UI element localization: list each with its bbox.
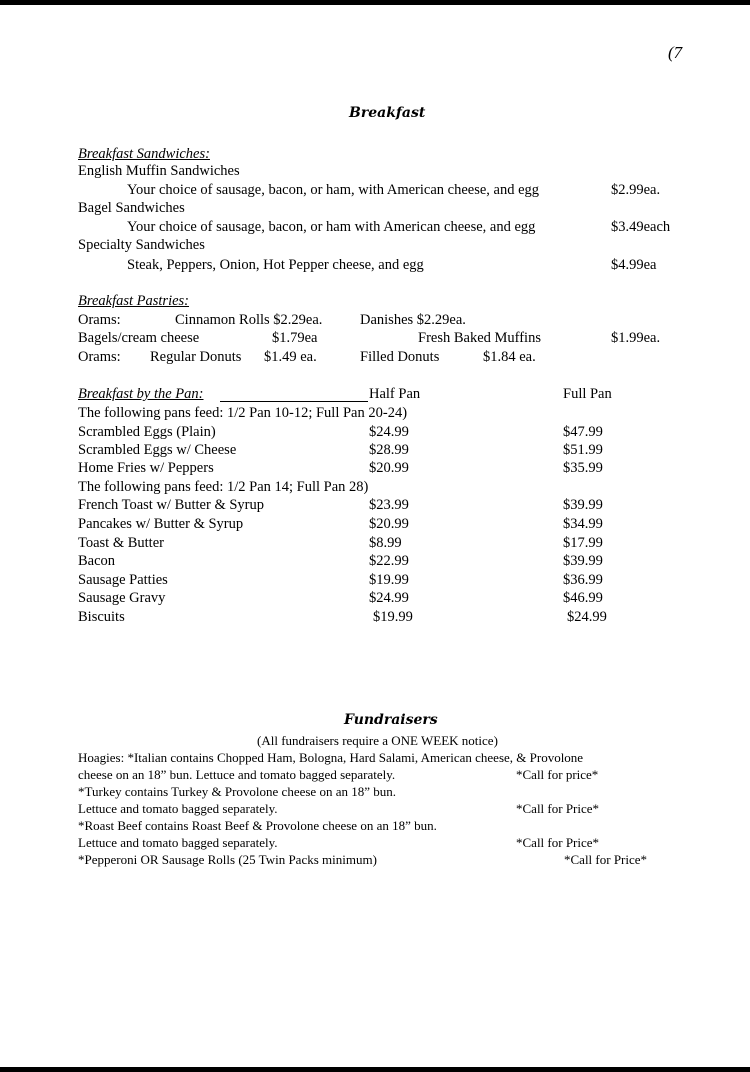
pan-heading: Breakfast by the Pan: [78, 386, 204, 402]
pan-note-2: The following pans feed: 1/2 Pan 14; Full Pan 28) [78, 479, 369, 495]
fundraiser-line-1: Hoagies: *Italian contains Chopped Ham, Bologna, Hard Salami, American cheese, & Provolone [78, 750, 584, 765]
pan-item-name: Scrambled Eggs w/ Cheese [78, 442, 237, 458]
bagels-cream-cheese: Bagels/cream cheese [78, 330, 200, 346]
fundraisers-title: Fundraisers [344, 712, 438, 728]
pan-item-full: $17.99 [563, 535, 603, 551]
bagel-price: $3.49each [611, 219, 671, 235]
pan-item-half: $24.99 [369, 590, 409, 606]
half-pan-header: Half Pan [369, 386, 421, 402]
turkey-hoagie-price: *Call for Price* [516, 801, 600, 816]
english-muffin-price: $2.99ea. [611, 182, 661, 198]
pan-item-half: $22.99 [369, 553, 409, 569]
pan-item-name: Biscuits [78, 609, 125, 625]
pan-item-name: Pancakes w/ Butter & Syrup [78, 516, 244, 532]
pastries-row1-label: Orams: [78, 312, 121, 328]
pan-note-1: The following pans feed: 1/2 Pan 10-12; Full Pan 20-24) [78, 405, 408, 421]
top-border [0, 0, 750, 5]
italian-hoagie-price: *Call for price* [516, 767, 599, 782]
pan-item-name: Bacon [78, 553, 116, 569]
fundraiser-line-4: Lettuce and tomato bagged separately. [78, 801, 278, 816]
bagel-desc: Your choice of sausage, bacon, or ham with American cheese, and egg [127, 219, 536, 235]
pan-item-full: $47.99 [563, 424, 603, 440]
bagels-cream-cheese-price: $1.79ea [272, 330, 318, 346]
pan-item-half: $20.99 [369, 460, 409, 476]
pan-item-full: $51.99 [563, 442, 603, 458]
breakfast-title: Breakfast [349, 105, 426, 121]
pan-item-half: $19.99 [373, 609, 413, 625]
pan-item-half: $19.99 [369, 572, 409, 588]
pan-item-name: Toast & Butter [78, 535, 164, 551]
fundraiser-line-6: Lettuce and tomato bagged separately. [78, 835, 278, 850]
full-pan-header: Full Pan [563, 386, 612, 402]
pan-heading-underline [220, 401, 368, 402]
sandwiches-heading: Breakfast Sandwiches: [78, 146, 210, 162]
bagel-name: Bagel Sandwiches [78, 200, 185, 216]
specialty-desc: Steak, Peppers, Onion, Hot Pepper cheese, and egg [127, 257, 424, 273]
english-muffin-desc: Your choice of sausage, bacon, or ham, with American cheese, and egg [127, 182, 540, 198]
pan-item-half: $8.99 [369, 535, 402, 551]
pan-item-half: $20.99 [369, 516, 409, 532]
pan-item-name: Home Fries w/ Peppers [78, 460, 214, 476]
pan-item-name: Sausage Patties [78, 572, 168, 588]
pan-item-full: $24.99 [567, 609, 607, 625]
pan-item-full: $39.99 [563, 553, 603, 569]
cinnamon-rolls: Cinnamon Rolls $2.29ea. [175, 312, 323, 328]
pan-item-full: $36.99 [563, 572, 603, 588]
fundraiser-line-3: *Turkey contains Turkey & Provolone cheese on an 18” bun. [78, 784, 396, 799]
pan-item-full: $46.99 [563, 590, 603, 606]
roast-beef-hoagie-price: *Call for Price* [516, 835, 600, 850]
pastries-heading: Breakfast Pastries: [78, 293, 190, 309]
fundraiser-line-5: *Roast Beef contains Roast Beef & Provolone cheese on an 18” bun. [78, 818, 437, 833]
pan-item-half: $24.99 [369, 424, 409, 440]
english-muffin-name: English Muffin Sandwiches [78, 163, 240, 179]
pan-item-full: $34.99 [563, 516, 603, 532]
filled-donuts-price: $1.84 ea. [483, 349, 536, 365]
specialty-price: $4.99ea [611, 257, 657, 273]
regular-donuts-price: $1.49 ea. [264, 349, 317, 365]
filled-donuts: Filled Donuts [360, 349, 440, 365]
page-number: (7 [668, 43, 683, 62]
pan-item-half: $23.99 [369, 497, 409, 513]
fundraiser-line-7: *Pepperoni OR Sausage Rolls (25 Twin Packs minimum) [78, 852, 377, 867]
pan-item-half: $28.99 [369, 442, 409, 458]
regular-donuts: Regular Donuts [150, 349, 242, 365]
pan-item-name: Sausage Gravy [78, 590, 166, 606]
pan-item-name: Scrambled Eggs (Plain) [78, 424, 216, 440]
danishes: Danishes $2.29ea. [360, 312, 466, 328]
fundraiser-line-2: cheese on an 18” bun. Lettuce and tomato bagged separately. [78, 767, 396, 782]
pan-item-name: French Toast w/ Butter & Syrup [78, 497, 264, 513]
specialty-name: Specialty Sandwiches [78, 237, 205, 253]
bottom-border [0, 1067, 750, 1072]
fresh-baked-muffins: Fresh Baked Muffins [418, 330, 541, 346]
fundraisers-subtitle: (All fundraisers require a ONE WEEK notice) [257, 733, 498, 748]
fresh-baked-muffins-price: $1.99ea. [611, 330, 661, 346]
pan-item-full: $35.99 [563, 460, 603, 476]
pastries-row3-label: Orams: [78, 349, 121, 365]
rolls-price: *Call for Price* [564, 852, 648, 867]
pan-item-full: $39.99 [563, 497, 603, 513]
